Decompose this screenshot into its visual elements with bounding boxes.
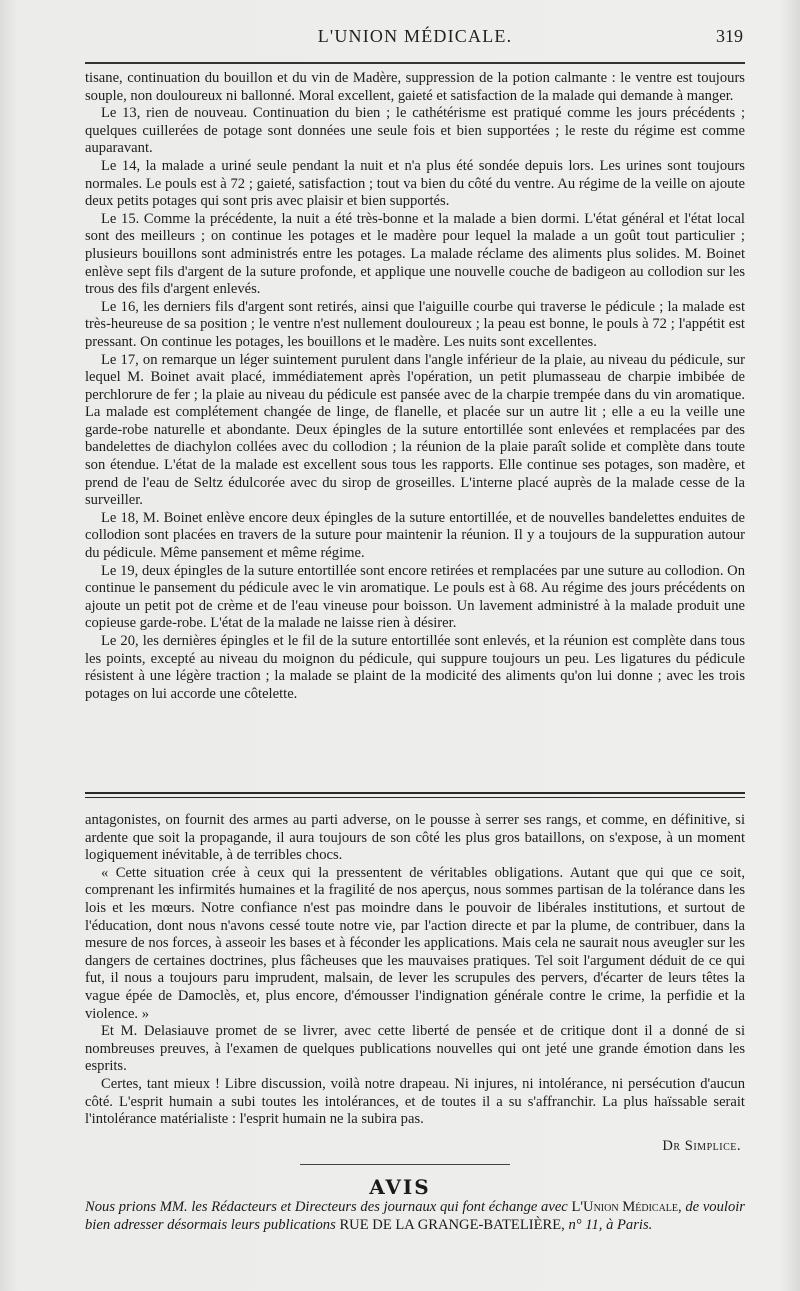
author-signature: Dr Simplice. bbox=[662, 1138, 741, 1154]
page-header bbox=[85, 26, 745, 54]
feuilleton-paragraph: « Cette situation crée à ceux qui la pressentent de véritables obligations. Autant que qui que ce soit, comprenant les infirmités humaines et la fragilité de nos aperçus, nous sommes partisan de la tolérance dans les lois et les mœurs. Notre confiance n'est pas moindre dans le pouvoir de libérales institutions, et surtout de l'éducation, dont nous n'avons cessé toute notre vie, par l'action directe et par la plume, de contribuer, dans la mesure de nos forces, à asseoir les bases et à féconder les applications. Mais cela ne saurait nous aveugler sur les dangers de certaines doctrines, plus fâcheuses que les mauvaises pratiques. Tel soit l'argument déduit de ce qui fut, il nous a toujours paru imprudent, malsain, de lever les scrupules des pervers, d'écarter de leurs têtes la vague épée de Damoclès, et, plus encore, d'émousser l'indignation générale contre le crime, la perfidie et la violence. » bbox=[85, 864, 745, 1022]
notice-address-end: n° 11, à Paris. bbox=[568, 1217, 653, 1233]
notice-rule bbox=[300, 1164, 510, 1165]
case-paragraph: Le 20, les dernières épingles et le fil de la suture entortillée sont enlevés, et la réunion est complète dans tous les points, excepté au niveau du moignon du pédicule, qui suppure toujours un peu. Les ligatures du pédicule résistent à une légère traction ; la malade se plaint de la modicité des aliments qu'on lui donne ; avec les trois potages on lui accorde une côtelette. bbox=[85, 633, 745, 702]
case-paragraph: Le 13, rien de nouveau. Continuation du bien ; le cathétérisme est pratiqué comme les jours précédents ; quelques cuillerées de potage sont données une seule fois et bien supportées ; le reste du régime est comme auparavant. bbox=[85, 105, 745, 157]
case-paragraph: tisane, continuation du bouillon et du vin de Madère, suppression de la potion calmante : le ventre est toujours souple, non douloureux ni ballonné. Moral excellent, gaieté et satisfaction de la malade qui demande à manger. bbox=[85, 70, 745, 104]
notice-text bbox=[85, 1198, 745, 1234]
feuilleton-paragraph: Et M. Delasiauve promet de se livrer, avec cette liberté de pensée et de critique dont il a donné de si nombreuses preuves, à l'examen de quelques publications nouvelles qui ont jeté une grande émotion dans les esprits. bbox=[85, 1023, 745, 1075]
case-paragraph: Le 19, deux épingles de la suture entortillée sont encore retirées et remplacées par une suture au collodion. On continue le pansement du pédicule avec le vin aromatique. Le pouls est à 68. Au régime des jours précédents on ajoute un petit pot de crème et de l'eau vineuse pour boisson. Un lavement administré à la malade produit une copieuse garde-robe. L'état de la malade ne laisse rien à désirer. bbox=[85, 562, 745, 632]
case-report-section bbox=[85, 70, 745, 703]
case-paragraph: Le 17, on remarque un léger suintement purulent dans l'angle inférieur de la plaie, au niveau du pédicule, sur lequel M. Boinet avait placé, immédiatement après l'opération, un petit plumasseau de charpie imbibée de perchlorure de fer ; la plaie au niveau du pédicule est pansée avec de la charpie trempée dans du vin aromatique. La malade est complétement changée de linge, de flanelle, et placée sur un autre lit ; elle a eu la veille une garde-robe naturelle et abondante. Deux épingles de la suture entortillée sont enlevées et remplacées par des bandelettes de diachylon collées avec du collodion ; la réunion de la plaie paraît solide et complète dans toute son étendue. L'état de la malade est excellent sous tous les rapports. Elle continue ses potages, son madère, et prend de l'eau de Seltz édulcorée avec du sirop de groseilles. L'interne placé auprès de la malade cesse de la surveiller. bbox=[85, 351, 745, 509]
case-paragraph: Le 18, M. Boinet enlève encore deux épingles de la suture entortillée, et de nouvelles bandelettes enduites de collodion sont placées en travers de la suture pour maintenir la réunion. Il y a toujours de la suppuration autour du pédicule. Même pansement et même régime. bbox=[85, 509, 745, 562]
feuilleton-paragraph: antagonistes, on fournit des armes au parti adverse, on le pousse à serrer ses rangs, et comme, en définitive, si ardente que soit la propagande, il aura toujours de son côté les plus gros bataillons, on s'expose, à un moment logiquement inévitable, à de terribles chocs. bbox=[85, 812, 745, 864]
feuilleton-section bbox=[85, 812, 745, 1129]
journal-title: L'UNION MÉDICALE. bbox=[317, 26, 513, 46]
feuilleton-divider bbox=[85, 792, 745, 798]
case-paragraph: Le 16, les derniers fils d'argent sont retirés, ainsi que l'aiguille courbe qui traverse le pédicule ; la malade est très-heureuse de sa position ; le ventre n'est nullement douloureux ; la peau est bonne, le pouls à 72 ; l'appétit est pressant. On continue les potages, les bouillons et le madère. Les nuits sont excellentes. bbox=[85, 298, 745, 350]
case-paragraph: Le 15. Comme la précédente, la nuit a été très-bonne et la malade a bien dormi. L'état général et l'état local sont des meilleurs ; on continue les potages et le madère pour lequel la malade a un goût tout particulier ; plusieurs bouillons sont administrés entre les potages. La malade réclame des aliments plus solides. M. Boinet enlève sept fils d'argent de la suture profonde, et applique une nouvelle couche de badigeon au collodion sur les trous des fils d'argent enlevés. bbox=[85, 210, 745, 298]
header-rule bbox=[85, 62, 745, 64]
page-number: 319 bbox=[716, 26, 743, 46]
notice-title: AVIS bbox=[369, 1175, 431, 1199]
notice-address: RUE DE LA GRANGE-BATELIÈRE, bbox=[339, 1217, 565, 1233]
case-paragraph: Le 14, la malade a uriné seule pendant la nuit et n'a plus été sondée depuis lors. Les urines sont toujours normales. Le pouls est à 72 ; gaieté, satisfaction ; tout va bien du côté du ventre. Au régime de la veille on ajoute deux petits potages qui sont pris avec plaisir et bien supportés. bbox=[85, 157, 745, 210]
journal-name: L'Union Médicale, bbox=[571, 1199, 682, 1215]
feuilleton-paragraph: Certes, tant mieux ! Libre discussion, voilà notre drapeau. Ni injures, ni intolérance, ni persécution d'aucun côté. L'esprit humain a subi toutes les intolérances, et de toutes il a su s'affranchir. La plus haïssable serait l'intolérance matérialiste : l'esprit humain ne la subira pas. bbox=[85, 1075, 745, 1128]
notice-text-part: de vouloir bien adresser désormais leurs publications bbox=[85, 1199, 745, 1233]
notice-text-part: Nous prions MM. les Rédacteurs et Directeurs des journaux qui font échange avec bbox=[85, 1199, 568, 1215]
